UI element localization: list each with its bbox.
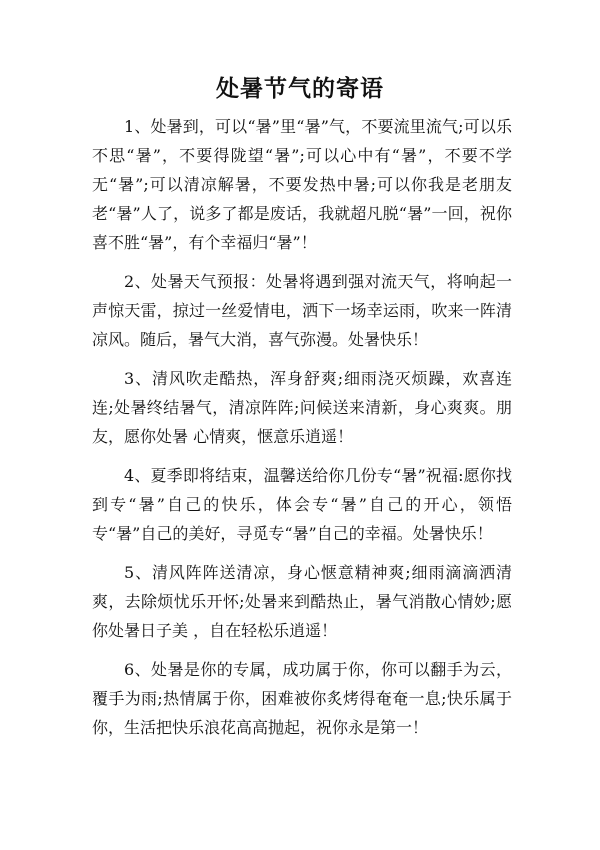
paragraph-1: 1、处暑到，可以“暑”里“暑”气，不要流里流气;可以乐不思“暑”，不要得陇望“暑”;可以心中有“暑”，不要不学无“暑”;可以清凉解暑，不要发热中暑;可以你我是老朋友老“暑”人了，说多了都是废话，我就超凡脱“暑”一回，祝你喜不胜“暑”，有个幸福归“暑”！ [92,117,512,252]
paragraph-3: 3、清风吹走酷热，浑身舒爽;细雨浇灭烦躁，欢喜连连;处暑终结暑气，清凉阵阵;问候送来清新，身心爽爽。朋友，愿你处暑 心情爽，惬意乐逍遥！ [92,369,512,446]
page-title: 处暑节气的寄语 [216,75,384,102]
paragraph-6: 6、处暑是你的专属，成功属于你，你可以翻手为云，覆手为雨;热情属于你，困难被你炙烤得奄奄一息;快乐属于你，生活把快乐浪花高高抛起，祝你永是第一！ [92,660,512,737]
document-body [92,112,512,752]
paragraph-5: 5、清风阵阵送清凉，身心惬意精神爽;细雨滴滴洒清爽，去除烦忧乐开怀;处暑来到酷热止，暑气消散心情妙;愿你处暑日子美 ，自在轻松乐逍遥！ [92,563,512,640]
paragraph-2: 2、处暑天气预报：处暑将遇到强对流天气，将响起一声惊天雷，掠过一丝爱情电，洒下一场幸运雨，吹来一阵清凉风。随后，暑气大消，喜气弥漫。处暑快乐！ [92,272,512,349]
paragraph-4: 4、夏季即将结束，温馨送给你几份专“暑”祝福:愿你找到专“暑”自己的快乐，体会专“暑”自己的开心，领悟专“暑”自己的美好，寻觅专“暑”自己的幸福。处暑快乐！ [92,466,512,543]
